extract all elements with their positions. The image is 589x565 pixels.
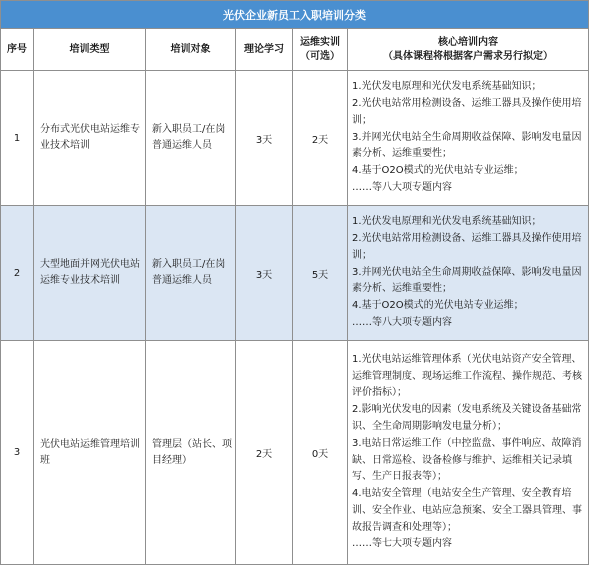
- row-target: 管理层（站长、项目经理）: [146, 341, 236, 565]
- content-item: 2.影响光伏发电的因素（发电系统及关键设备基础常识、全生命周期影响发电量分析）；: [352, 404, 582, 432]
- header-index: 序号: [1, 29, 34, 71]
- row-type: 分布式光伏电站运维专业技术培训: [34, 71, 146, 206]
- row-type: 光伏电站运维管理培训班: [34, 341, 146, 565]
- content-item: 3.电站日常运维工作（中控监盘、事件响应、故障消缺、日常巡检、设备检修与维护、运维相关记录填写、生产日报表等）；: [352, 437, 582, 483]
- row-practice: 2天: [293, 71, 348, 206]
- row-practice: 5天: [293, 206, 348, 341]
- header-target: 培训对象: [146, 29, 236, 71]
- row-practice: 0天: [293, 341, 348, 565]
- content-item: 1.光伏电站运维管理体系（光伏电站资产安全管理、运维管理制度、现场运维工作流程、操作规范、考核评价指标）；: [352, 353, 582, 399]
- row-type: 大型地面并网光伏电站运维专业技术培训: [34, 206, 146, 341]
- header-content-line1: 核心培训内容: [438, 36, 498, 48]
- header-practice-line1: 运维实训: [300, 36, 340, 48]
- row-content: [348, 206, 589, 341]
- table-row: [1, 206, 589, 341]
- row-target: 新入职员工/在岗普通运维人员: [146, 206, 236, 341]
- row-target: 新入职员工/在岗普通运维人员: [146, 71, 236, 206]
- content-item: 1.光伏发电原理和光伏发电系统基础知识；: [352, 81, 542, 93]
- table-row: [1, 71, 589, 206]
- content-item: 1.光伏发电原理和光伏发电系统基础知识；: [352, 216, 542, 228]
- content-item: ……等八大项专题内容: [352, 316, 452, 328]
- content-item: 3.并网光伏电站全生命周期收益保障、影响发电量因素分析、运维重要性；: [352, 266, 582, 295]
- content-item: 3.并网光伏电站全生命周期收益保障、影响发电量因素分析、运维重要性；: [352, 131, 582, 160]
- content-item: 2.光伏电站常用检测设备、运维工器具及操作使用培训；: [352, 233, 582, 261]
- row-index: 2: [1, 206, 34, 341]
- header-practice-line2: （可选）: [300, 50, 340, 62]
- content-item: 4.基于O2O模式的光伏电站专业运维；: [352, 300, 524, 312]
- row-index: 3: [1, 341, 34, 565]
- header-row: [1, 29, 589, 71]
- header-practice: [293, 29, 348, 71]
- row-theory: 3天: [236, 206, 293, 341]
- table-title: 光伏企业新员工入职培训分类: [1, 1, 589, 29]
- header-type: 培训类型: [34, 29, 146, 71]
- row-content: [348, 341, 589, 565]
- row-theory: 2天: [236, 341, 293, 565]
- header-content-line2: （具体课程将根据客户需求另行拟定）: [383, 50, 553, 62]
- content-item: 2.光伏电站常用检测设备、运维工器具及操作使用培训；: [352, 98, 582, 126]
- header-theory: 理论学习: [236, 29, 293, 71]
- content-item: ……等八大项专题内容: [352, 181, 452, 193]
- content-item: 4.基于O2O模式的光伏电站专业运维；: [352, 165, 524, 177]
- row-content: [348, 71, 589, 206]
- row-index: 1: [1, 71, 34, 206]
- content-item: ……等七大项专题内容: [352, 538, 452, 550]
- row-theory: 3天: [236, 71, 293, 206]
- content-item: 4.电站安全管理（电站安全生产管理、安全教育培训、安全作业、电站应急预案、安全工器具管理、事故报告调查和处理等）；: [352, 488, 582, 533]
- table-row: [1, 341, 589, 565]
- header-content: [348, 29, 589, 71]
